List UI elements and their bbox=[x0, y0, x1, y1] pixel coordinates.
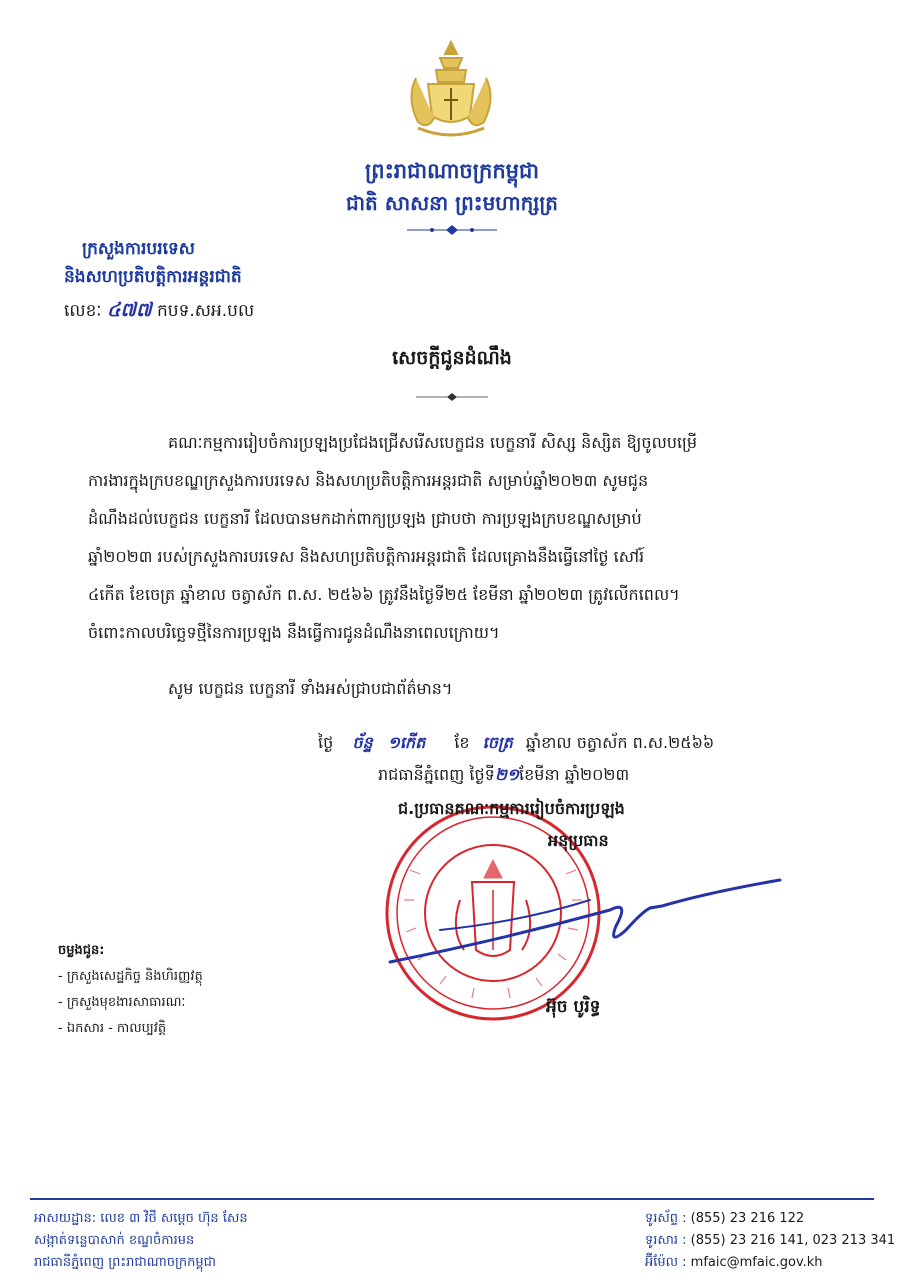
cc-item: - ក្រសួងសេដ្ឋកិច្ច និងហិរញ្ញវត្ថុ bbox=[58, 969, 203, 984]
address-line: សង្កាត់ទន្លេបាសាក់ ខណ្ឌចំការមន bbox=[34, 1233, 195, 1248]
ministry-name-line2: និងសហប្រតិបត្តិការអន្តរជាតិ bbox=[64, 267, 242, 287]
lunar-year: ឆ្នាំខាល ចត្វាស័ក ព.ស.២៥៦៦ bbox=[525, 733, 715, 752]
signatory-title: ជ.ប្រធានគណៈកម្មការរៀបចំការប្រឡង bbox=[398, 799, 625, 818]
tel-value: (855) 23 216 122 bbox=[690, 1211, 805, 1226]
handwritten-signature bbox=[380, 870, 800, 980]
lunar-waxing-handwritten: ១កើត bbox=[387, 733, 426, 752]
lunar-day-handwritten: ច័ន្ទ bbox=[352, 733, 373, 752]
ornament-divider bbox=[402, 224, 502, 236]
body-line: ចំពោះកាលបរិច្ឆេទថ្មីនៃការប្រឡង នឹងធ្វើការជូនដំណឹងនាពេលក្រោយ។ bbox=[88, 623, 500, 642]
reference-number bbox=[64, 298, 254, 326]
fax-label: ទូរសារ : bbox=[645, 1233, 687, 1248]
solar-prefix: រាជធានីភ្នំពេញ ថ្ងៃទី bbox=[378, 765, 495, 784]
fax-value: (855) 23 216 141, 023 213 341 bbox=[690, 1233, 896, 1248]
national-motto: ជាតិ សាសនា ព្រះមហាក្សត្រ bbox=[346, 191, 558, 215]
address-line: អាសយដ្ឋាន: លេខ ៣ វិថី សម្តេច ហ៊ុន សែន bbox=[34, 1211, 248, 1226]
cc-heading: ចម្លងជូន: bbox=[58, 943, 105, 958]
cc-item: - ឯកសារ - កាលប្បវត្តិ bbox=[58, 1021, 167, 1036]
email-label: អ៊ីម៉ែល : bbox=[645, 1255, 687, 1270]
signatory-position: អនុប្រធាន bbox=[548, 831, 609, 850]
ref-label: លេខៈ bbox=[64, 301, 102, 321]
ref-suffix: កបទ.សអ.បល bbox=[157, 301, 255, 321]
ministry-name-line1: ក្រសួងការបរទេស bbox=[82, 239, 195, 259]
body-line: ឆ្នាំ២០២៣ របស់ក្រសួងការបរទេស និងសហប្រតិបត្តិការអន្តរជាតិ ដែលគ្រោងនឹងធ្វើនៅថ្ងៃ សៅរ៍ bbox=[88, 547, 645, 566]
address-line: រាជធានីភ្នំពេញ ព្រះរាជាណាចក្រកម្ពុជា bbox=[34, 1255, 216, 1270]
cc-item: - ក្រសួងមុខងារសាធារណៈ bbox=[58, 995, 186, 1010]
body-line: ដំណឹងដល់បេក្ខជន បេក្ខនារី ដែលបានមកដាក់ពាក្យប្រឡង ជ្រាបថា ការប្រឡងក្របខណ្ឌសម្រាប់ bbox=[88, 509, 642, 528]
footer-divider bbox=[30, 1198, 874, 1200]
lunar-month-handwritten: ចេត្រ bbox=[482, 733, 513, 752]
lunar-day-label: ថ្ងៃ bbox=[318, 733, 334, 752]
body-line: ការងារក្នុងក្របខណ្ឌក្រសួងការបរទេស និងសហប្រតិបត្តិការអន្តរជាតិ សម្រាប់ឆ្នាំ២០២៣ សូមជូន bbox=[88, 471, 649, 490]
footer-address bbox=[34, 1208, 248, 1274]
closing-line: សូម បេក្ខជន បេក្ខនារី ទាំងអស់ជ្រាបជាព័ត៌មាន។ bbox=[168, 679, 453, 698]
body-line: គណៈកម្មការរៀបចំការប្រឡងប្រជែងជ្រើសរើសបេក្ខជន បេក្ខនារី សិស្ស និស្សិត ឱ្យចូលបម្រើ bbox=[168, 433, 697, 452]
email-link[interactable]: mfaic@mfaic.gov.kh bbox=[690, 1255, 823, 1270]
notice-body bbox=[88, 424, 848, 652]
body-line: ៤កើត ខែចេត្រ ឆ្នាំខាល ចត្វាស័ក ព.ស. ២៥៦៦ ត្រូវនឹងថ្ងៃទី២៥ ខែមីនា ឆ្នាំ២០២៣ ត្រូវលើកពេល។ bbox=[88, 585, 680, 604]
ref-number-handwritten: ៤៧៧ bbox=[106, 299, 152, 321]
kingdom-title: ព្រះរាជាណាចក្រកម្ពុជា bbox=[364, 159, 539, 183]
solar-date bbox=[378, 764, 629, 788]
footer-contact bbox=[645, 1208, 895, 1274]
signatory-name: អ៊ុច បូរិទ្ធ bbox=[546, 997, 601, 1017]
solar-suffix: ខែមីនា ឆ្នាំ២០២៣ bbox=[519, 765, 630, 784]
tel-label: ទូរស័ព្ទ : bbox=[645, 1211, 687, 1226]
solar-day-handwritten: ២១ bbox=[494, 765, 520, 784]
lunar-month-label: ខែ bbox=[454, 733, 470, 752]
copy-to-list bbox=[58, 938, 203, 1042]
title-ornament bbox=[412, 392, 492, 402]
lunar-date bbox=[318, 732, 714, 756]
document-title: សេចក្តីជូនដំណឹង bbox=[392, 347, 512, 369]
royal-coat-of-arms-emblem bbox=[398, 38, 504, 144]
